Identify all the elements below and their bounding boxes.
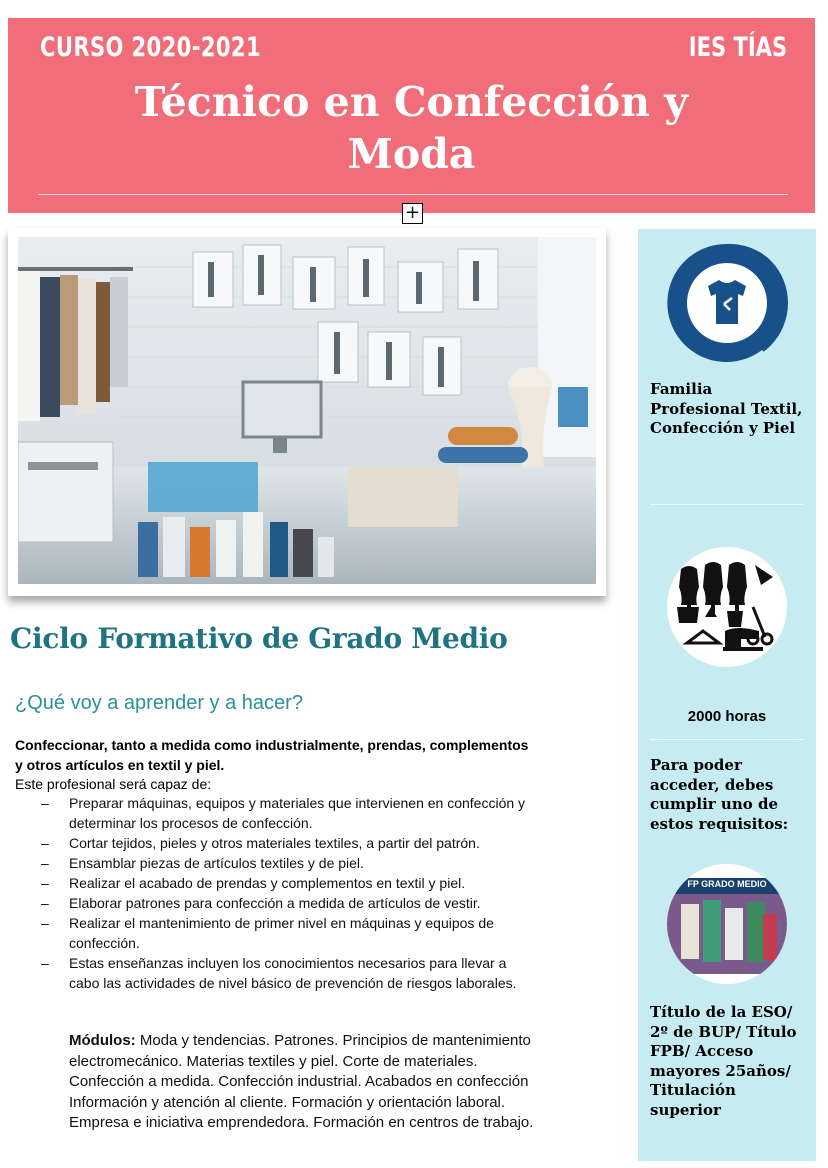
list-item-text: Cortar tejidos, pieles y otros materiales textiles, a partir del patrón.	[69, 835, 480, 851]
modules-label: Módulos:	[69, 1032, 136, 1049]
info-sidebar	[638, 229, 816, 1161]
dash-bullet: –	[41, 835, 49, 851]
list-item	[15, 873, 535, 893]
workshop-photo-frame	[8, 228, 606, 596]
list-item	[15, 893, 535, 913]
list-item	[15, 913, 535, 953]
fp-badge	[667, 864, 787, 984]
tshirt-icon	[666, 242, 788, 364]
modules-text: Moda y tendencias. Patrones. Principios de mantenimiento electromecánico. Materias textiles y piel. Corte de materiales. Confección a medida. Confección industrial. Acabados en confección Información y atención al cliente. Formación y orientación laboral. Empresa e iniciativa emprendedora. Formación en centros de trabajo.	[69, 1032, 534, 1131]
school-name: IES TÍAS	[688, 32, 787, 63]
list-item	[15, 853, 535, 873]
fp-badge-label: FP GRADO MEDIO	[687, 879, 767, 889]
course-year: CURSO 2020-2021	[40, 32, 261, 63]
list-item-text: Estas enseñanzas incluyen los conocimientos necesarios para llevar a cabo las actividades de nivel básico de prevención de riesgos laborales.	[69, 955, 517, 991]
professional-family: Familia Profesional Textil, Confección y Piel	[650, 380, 803, 437]
sidebar-divider	[650, 504, 803, 505]
requirements-heading: Para poder acceder, debes cumplir uno de estos requisitos:	[650, 756, 789, 833]
intro-text: Este profesional será capaz de:	[15, 776, 212, 792]
dash-bullet: –	[41, 895, 49, 911]
dressmaking-icons	[667, 547, 787, 667]
list-item-text: Realizar el mantenimiento de primer nivel en máquinas y equipos de confección.	[69, 915, 494, 951]
dash-bullet: –	[41, 955, 49, 971]
learn-heading: ¿Qué voy a aprender y a hacer?	[15, 692, 303, 714]
sidebar-divider	[650, 739, 803, 740]
list-item-text: Ensamblar piezas de artículos textiles y de piel.	[69, 855, 364, 871]
family-logo	[666, 242, 788, 364]
cycle-heading: Ciclo Formativo de Grado Medio	[10, 622, 508, 655]
list-item-text: Elaborar patrones para confección a medida de artículos de vestir.	[69, 895, 481, 911]
dash-bullet: –	[41, 855, 49, 871]
page-title: Técnico en Confección y Moda	[134, 78, 689, 178]
banner-divider	[38, 194, 788, 195]
task-list	[15, 793, 535, 993]
list-item	[15, 833, 535, 853]
access-requirements: Título de la ESO/ 2º de BUP/ Título FPB/ Acceso mayores 25años/ Titulación superior	[650, 1003, 797, 1119]
header-banner	[8, 18, 815, 213]
course-hours: 2000 horas	[687, 708, 767, 725]
mannequin-icon	[667, 547, 787, 667]
dash-bullet: –	[41, 795, 49, 811]
dash-bullet: –	[41, 915, 49, 931]
list-item	[15, 793, 535, 833]
list-item-text: Preparar máquinas, equipos y materiales que intervienen en confección y determinar los procesos de confección.	[69, 795, 526, 831]
dash-bullet: –	[41, 875, 49, 891]
lead-paragraph: Confeccionar, tanto a medida como industrialmente, prendas, complementos y otros artículos en textil y piel.	[15, 737, 529, 773]
workshop-photo	[18, 237, 596, 584]
list-item-text: Realizar el acabado de prendas y complementos en textil y piel.	[69, 875, 466, 891]
modules-paragraph	[69, 1031, 539, 1134]
list-item	[15, 953, 535, 993]
object-anchor-handle[interactable]: +	[402, 203, 423, 224]
